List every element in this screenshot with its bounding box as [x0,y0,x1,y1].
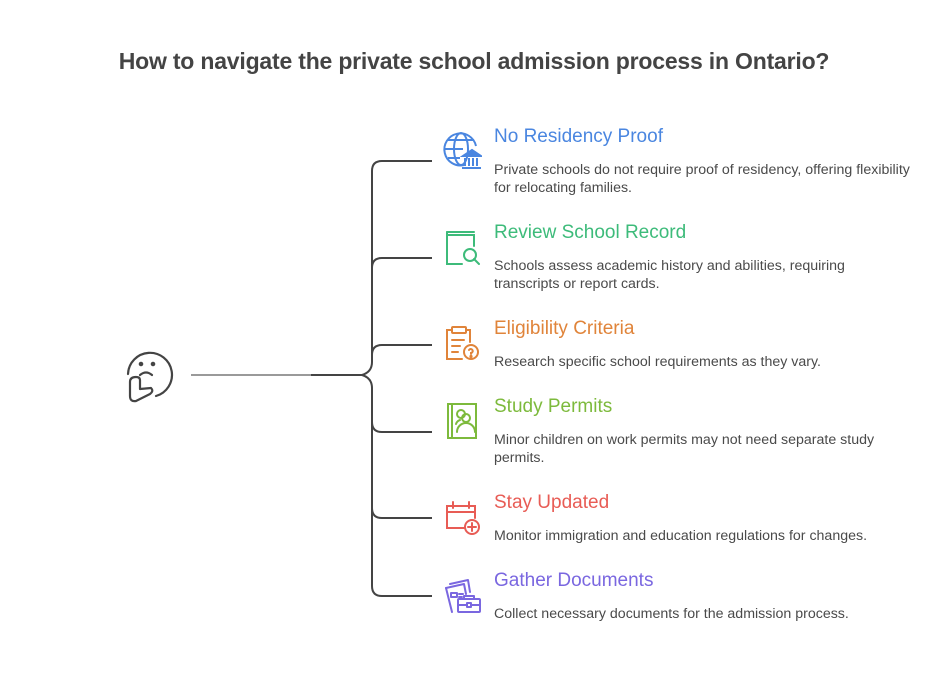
item-description: Schools assess academic history and abilities, requiring transcripts or report cards. [494,258,845,292]
calendar-add-icon [442,496,482,536]
documents-briefcase-icon [442,574,482,614]
branches [362,161,432,596]
item-description: Research specific school requirements as they vary. [494,354,821,370]
item-heading: Stay Updated [494,492,610,513]
clipboard-question-icon [442,322,482,362]
page-title: How to navigate the private school admission process in Ontario? [118,48,830,74]
item-description: Private schools do not require proof of residency, offering flexibility for relocating families. [494,162,910,196]
item-heading: No Residency Proof [494,126,663,147]
thinking-face-icon [120,344,182,406]
item-description: Minor children on work permits may not need separate study permits. [494,432,875,466]
book-search-icon [442,226,482,266]
item-heading: Study Permits [494,396,613,417]
item-description: Collect necessary documents for the admission process. [494,606,849,622]
id-book-people-icon [442,400,482,440]
item-heading: Gather Documents [494,570,654,591]
item-heading: Review School Record [494,222,687,243]
item-description: Monitor immigration and education regulations for changes. [494,528,868,544]
globe-bank-icon [442,130,482,170]
item-heading: Eligibility Criteria [494,318,635,339]
